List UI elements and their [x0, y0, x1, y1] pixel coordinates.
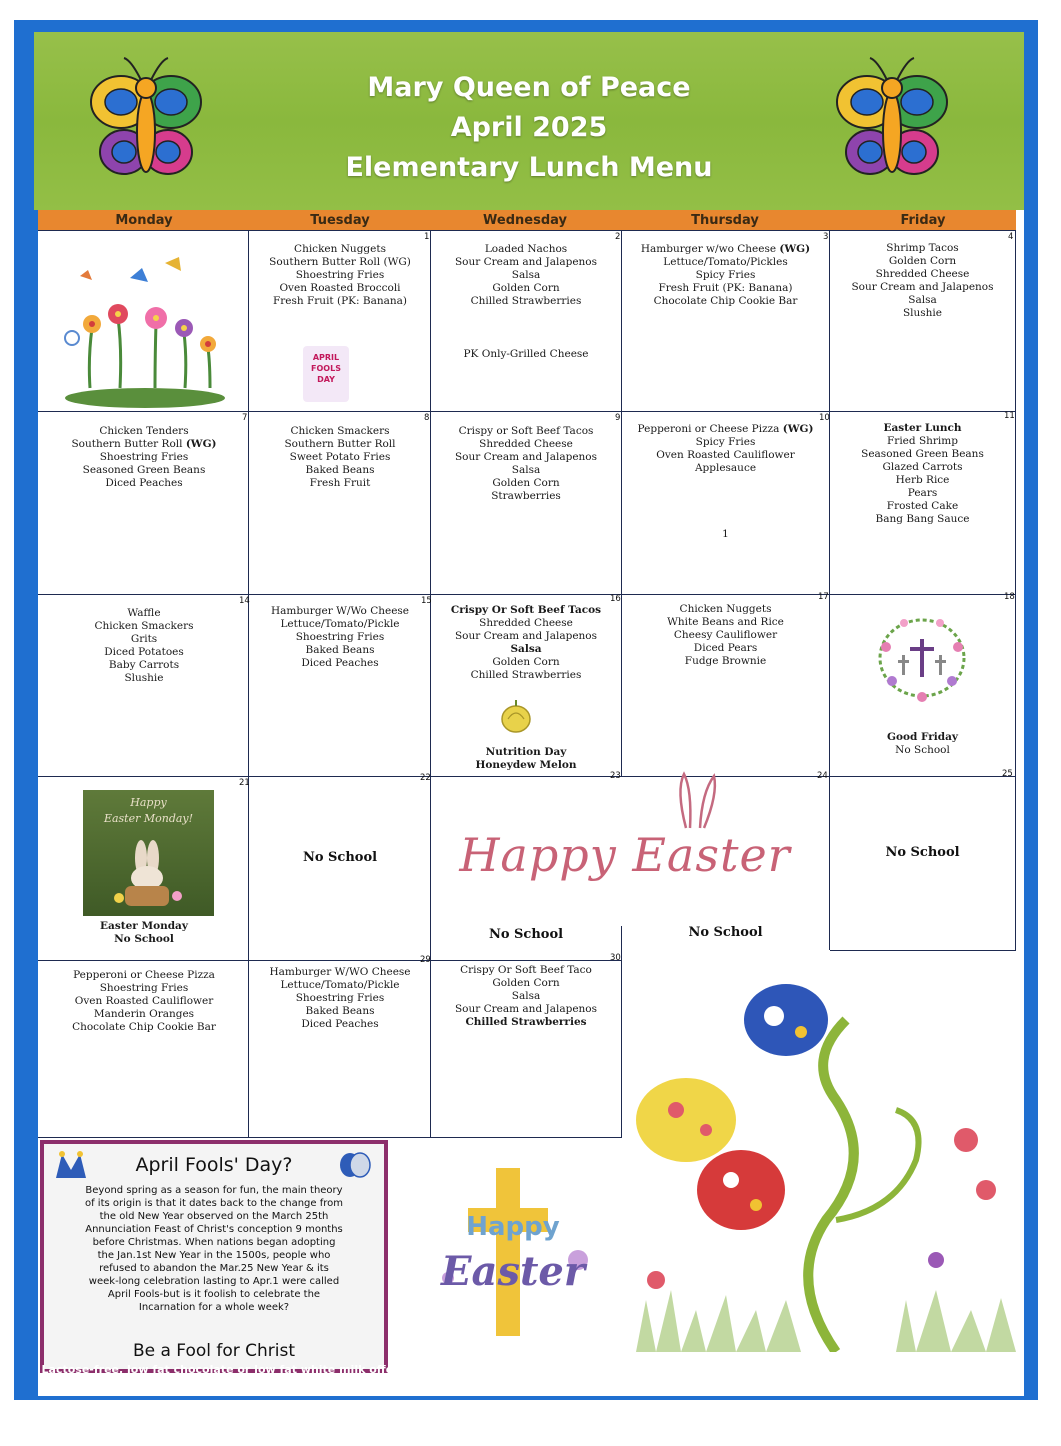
header-banner	[34, 32, 1024, 210]
melon-icon	[498, 697, 534, 735]
menu-item: Chicken Smackers	[94, 620, 194, 632]
menu-item: Oven Roasted Cauliflower	[74, 995, 214, 1007]
day-number: 29	[420, 955, 431, 965]
menu-item: Shredded Cheese	[875, 268, 970, 280]
menu-item: Golden Corn	[492, 977, 560, 989]
day-number: 18	[1004, 592, 1015, 602]
grid-line	[621, 230, 622, 776]
menu-item: Golden Corn	[888, 255, 957, 267]
menu-cell-apr-29	[250, 966, 430, 1031]
no-school-label: No School	[688, 925, 763, 940]
menu-item: Sour Cream and Jalapenos	[454, 630, 598, 642]
day-number: 30	[610, 953, 621, 963]
easter-monday-card	[83, 790, 214, 916]
menu-item: Grits	[130, 633, 158, 645]
day-number: 2	[615, 232, 621, 242]
day-number: 25	[1002, 769, 1013, 779]
cross-card-happy: Happy	[466, 1212, 560, 1242]
grid-line	[248, 230, 249, 1137]
menu-item: Baby Carrots	[108, 659, 180, 671]
equal-opportunity-statement: This institution is an equal opportunity provider.	[324, 1399, 736, 1417]
day-number: 24	[817, 771, 828, 781]
theater-masks-icon	[338, 1150, 372, 1180]
bunny-basket-icon	[111, 838, 187, 910]
menu-item: Salsa	[510, 643, 542, 655]
day-number: 8	[424, 413, 430, 423]
menu-title: Crispy Or Soft Beef Tacos	[450, 604, 602, 616]
april-fools-badge	[303, 346, 349, 402]
grid-line	[38, 1137, 622, 1138]
menu-item: Golden Corn	[492, 477, 560, 489]
day-header-thursday: Thursday	[691, 213, 759, 228]
menu-item: Chilled Strawberries	[465, 1016, 587, 1028]
menu-cell-apr-17	[622, 603, 829, 668]
school-name: Mary Queen of Peace	[367, 72, 691, 103]
day-number: 22	[420, 773, 431, 783]
menu-item: Pears	[907, 487, 938, 499]
menu-item: Hamburger W/Wo Cheese	[270, 605, 410, 617]
day-number: 16	[610, 594, 621, 604]
card-text-easter-monday: Easter Monday!	[103, 812, 194, 825]
menu-item: Manderin Oranges	[93, 1008, 195, 1020]
menu-item: Shoestring Fries	[295, 269, 385, 281]
day-header-wednesday: Wednesday	[483, 213, 567, 228]
menu-item: Bang Bang Sauce	[875, 513, 970, 525]
menu-item: Crispy Or Soft Beef Taco	[460, 964, 592, 976]
menu-item: Fried Shrimp	[887, 435, 958, 447]
menu-item: Shoestring Fries	[99, 451, 189, 463]
menu-item: Sour Cream and Jalapenos	[851, 281, 994, 293]
grid-line	[830, 950, 1016, 951]
april-fools-slogan: Be a Fool for Christ	[132, 1341, 296, 1361]
menu-cell-apr-7	[40, 425, 248, 490]
grid-line	[38, 230, 1016, 231]
day-number: 15	[421, 596, 432, 606]
menu-item: Chicken Smackers	[290, 425, 390, 437]
menu-item: Chicken Nuggets	[679, 603, 772, 615]
menu-item: White Beans and Rice	[667, 616, 784, 628]
menu-item: Oven Roasted Broccoli	[279, 282, 401, 294]
menu-cell-apr-8	[250, 425, 430, 490]
menu-item: Seasoned Green Beans	[82, 464, 206, 476]
menu-item: Salsa	[511, 990, 541, 1002]
stray-mark: 1	[722, 528, 729, 540]
day-number: 11	[1004, 411, 1015, 421]
menu-cell-apr-10	[622, 423, 829, 475]
nutrition-day-label: Nutrition Day	[485, 746, 567, 758]
menu-item: Sour Cream and Jalapenos	[454, 451, 598, 463]
cross-card-easter: Easter	[441, 1248, 585, 1295]
menu-item: Fresh Fruit (PK: Banana)	[658, 282, 793, 294]
no-school-label: No School	[488, 927, 564, 942]
menu-item: Shoestring Fries	[99, 982, 189, 994]
grid-line	[1015, 230, 1016, 950]
menu-item: Cheesy Cauliflower	[673, 629, 778, 641]
easter-monday-label: Easter Monday	[100, 920, 188, 932]
month-title: April 2025	[450, 112, 608, 143]
menu-item: Slushie	[902, 307, 943, 319]
menu-item: Shredded Cheese	[479, 438, 573, 450]
menu-item: Spicy Fries	[695, 269, 756, 281]
menu-item: Chocolate Chip Cookie Bar	[72, 1021, 216, 1033]
menu-item: Hamburger W/WO Cheese	[269, 966, 411, 978]
day-number: 14	[239, 596, 250, 606]
day-header-monday: Monday	[115, 213, 173, 228]
menu-item: Fudge Brownie	[684, 655, 767, 667]
menu-item: Salsa	[511, 464, 541, 476]
menu-item: Baked Beans	[305, 1005, 375, 1017]
menu-item: Oven Roasted Cauliflower	[656, 449, 795, 461]
menu-item: Golden Corn	[492, 282, 560, 294]
happy-easter-script: Happy Easter	[459, 828, 791, 882]
menu-item: Spicy Fries	[695, 436, 756, 448]
jester-hat-icon	[54, 1150, 88, 1180]
menu-cell-apr-2	[431, 243, 621, 308]
menu-item: Salsa	[908, 294, 937, 306]
grid-line	[38, 594, 1016, 595]
footer-disclaimer: Lactose-free, low fat chocolate or low fat white milk offered with all meals. ~ Fresh fruit options are grapes, oranges, bananas or apples. ~ WG=Whole Grain Rich *Menus are subject to change.*	[41, 1363, 1019, 1391]
april-fools-info-box	[40, 1140, 388, 1373]
menu-item: Herb Rice	[895, 474, 950, 486]
day-number: 23	[610, 771, 621, 781]
menu-item: Slushie	[124, 672, 164, 684]
no-school-label: No School	[895, 744, 950, 756]
menu-cell-apr-9	[431, 425, 621, 503]
day-header-tuesday: Tuesday	[310, 213, 370, 228]
menu-item: Crispy or Soft Beef Tacos	[458, 425, 594, 437]
day-number: 1	[424, 232, 430, 242]
menu-item: Applesauce	[694, 462, 757, 474]
menu-cell-apr-28	[40, 969, 248, 1034]
menu-cell-apr-1	[250, 243, 430, 308]
menu-item: Salsa	[511, 269, 541, 281]
menu-item: Glazed Carrots	[882, 461, 963, 473]
menu-title: Elementary Lunch Menu	[345, 152, 713, 183]
menu-item: Diced Potatoes	[104, 646, 184, 658]
menu-item: Fresh Fruit	[309, 477, 371, 489]
menu-item: Chilled Strawberries	[470, 669, 582, 681]
grid-line	[829, 776, 830, 950]
menu-item: Shoestring Fries	[295, 631, 385, 643]
no-school-label: No School	[885, 845, 960, 860]
menu-item: Sweet Potato Fries	[289, 451, 391, 463]
menu-item: Diced Pears	[693, 642, 758, 654]
menu-item: Pepperoni or Cheese Pizza (WG)	[637, 423, 814, 435]
menu-item: Golden Corn	[492, 656, 560, 668]
menu-cell-apr-3	[622, 243, 829, 308]
grid-line	[38, 776, 1016, 777]
menu-item: Sour Cream and Jalapenos	[454, 1003, 598, 1015]
grid-line	[621, 926, 622, 1137]
no-school-label: No School	[114, 933, 174, 945]
pk-note: PK Only-Grilled Cheese	[463, 348, 589, 360]
menu-item: Diced Peaches	[105, 477, 183, 489]
menu-item: Chicken Tenders	[99, 425, 189, 437]
day-header-friday: Friday	[900, 213, 946, 228]
day-number: 17	[818, 592, 829, 602]
no-school-label: No School	[302, 850, 378, 865]
menu-cell-apr-4	[830, 242, 1015, 320]
menu-item: Southern Butter Roll (WG)	[71, 438, 217, 450]
day-number: 7	[242, 413, 248, 423]
april-fools-body: Beyond spring as a season for fun, the main theory of its origin is that it dates back to the change from the old New Year observed on the March 25th Annunciation Feast of Christ's conception 9 months before Christmas. When nations began adopting the Jan.1st New Year in the 1500s, people who refused to abandon the Mar.25 New Year & its week-long celebration lasting to Apr.1 were called April Fools-but is it foolish to celebrate the Incarnation for a whole week?	[84, 1185, 344, 1313]
menu-item: Sour Cream and Jalapenos	[454, 256, 598, 268]
menu-item: Strawberries	[491, 490, 561, 502]
menu-item: Lettuce/Tomato/Pickle	[280, 979, 400, 991]
menu-item: Loaded Nachos	[484, 243, 568, 255]
menu-item: Lettuce/Tomato/Pickles	[663, 256, 788, 268]
april-fools-title: April Fools' Day?	[135, 1154, 293, 1176]
menu-cell-apr-30	[431, 964, 621, 1029]
menu-item: Chocolate Chip Cookie Bar	[653, 295, 798, 307]
menu-cell-apr-15	[250, 605, 430, 670]
flower-garden-illustration	[60, 248, 230, 408]
menu-item: Pepperoni or Cheese Pizza	[73, 969, 215, 981]
day-number: 3	[823, 232, 829, 242]
menu-item: Frosted Cake	[886, 500, 959, 512]
menu-item: Southern Butter Roll (WG)	[269, 256, 411, 268]
menu-item: Lettuce/Tomato/Pickle	[280, 618, 400, 630]
menu-title: Easter Lunch	[883, 422, 962, 434]
menu-item: Shoestring Fries	[295, 992, 385, 1004]
menu-item: Shrimp Tacos	[886, 242, 959, 254]
menu-item: Baked Beans	[305, 464, 375, 476]
menu-cell-apr-14	[40, 607, 248, 685]
good-friday-label: Good Friday	[886, 731, 958, 743]
menu-item: Diced Peaches	[301, 657, 379, 669]
menu-item: Hamburger w/wo Cheese (WG)	[640, 243, 811, 255]
menu-item: Diced Peaches	[301, 1018, 379, 1030]
bunny-ears-icon	[672, 770, 722, 830]
menu-item: Fresh Fruit (PK: Banana)	[273, 295, 407, 307]
menu-cell-apr-11	[830, 422, 1015, 526]
menu-item: Seasoned Green Beans	[861, 448, 984, 460]
menu-item: Southern Butter Roll	[284, 438, 396, 450]
grid-line	[38, 960, 622, 961]
card-text-happy: Happy	[130, 796, 167, 809]
honeydew-label: Honeydew Melon	[475, 759, 577, 771]
menu-cell-apr-16	[431, 604, 621, 682]
menu-item: Baked Beans	[305, 644, 375, 656]
badge-label: APRIL FOOLS DAY	[311, 353, 341, 384]
menu-item: Chicken Nuggets	[294, 243, 386, 255]
weekday-header-bar	[38, 210, 1016, 230]
easter-eggs-vine-illustration	[636, 980, 1016, 1352]
grid-line	[38, 411, 1016, 412]
menu-item: Waffle	[127, 607, 161, 619]
day-number: 9	[615, 413, 621, 423]
day-number: 4	[1008, 232, 1014, 242]
day-number: 21	[239, 778, 250, 788]
menu-item: Shredded Cheese	[479, 617, 573, 629]
menu-item: Chilled Strawberries	[470, 295, 582, 307]
day-number: 10	[819, 413, 830, 423]
good-friday-wreath-icon	[872, 613, 972, 703]
